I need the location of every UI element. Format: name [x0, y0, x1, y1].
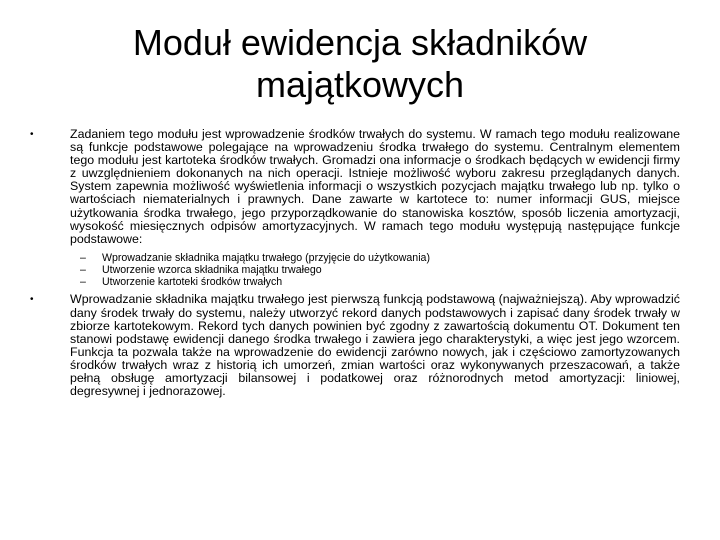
bullet-marker: • — [30, 294, 34, 306]
bullet-text: Zadaniem tego modułu jest wprowadzenie środków trwałych do systemu. W ramach tego modułu realizowane są funkcje podstawowe polegające na wprowadzeniu środka trwałego do systemu. Centralnym elementem tego modułu jest kartoteka środków trwałych. Gromadzi ona informacje o środkach będących w ewidencji firmy z uwzględnieniem dokonanych na nich operacji. Istnieje możliwość wyboru zakresu przeglądanych danych. System zapewnia możliwość wyświetlenia informacji o wszystkich pozycjach majątku trwałego lub np. tylko o wartościach niematerialnych i prawnych. Dane zawarte w kartotece to: numer informacji GUS, miejsce użytkowania środka trwałego, jego przyporządkowanie do stanowiska kosztów, sposób liczenia amortyzacji, wysokość miesięcznych odpisów amortyzacyjnych. W ramach tego modułu występują następujące funkcje podstawowe: — [70, 127, 680, 246]
sub-item — [28, 276, 680, 288]
slide-title: Moduł ewidencja składników majątkowych — [132, 22, 588, 105]
sub-marker: – — [80, 276, 86, 289]
bullet-marker: • — [30, 129, 34, 140]
sub-item-text: Utworzenie kartoteki środków trwałych — [102, 276, 283, 289]
slide-content — [28, 128, 680, 398]
sub-item — [28, 252, 680, 264]
bullet-item — [28, 128, 680, 246]
sub-marker: – — [80, 264, 86, 277]
bullet-text: Wprowadzanie składnika majątku trwałego jest pierwszą funkcją podstawową (najważniejszą). Aby wprowadzić dany środek trwały do systemu, należy utworzyć rekord danych podstawowych i zapisać dany środek trwały w zbiorze kartotekowym. Rekord tych danych powinien być zgodny z zawartością dokumentu OT. Dokument ten stanowi podstawę ewidencji danego środka trwałego i zawiera jego charakterystyki, a więc jest jego wzorcem. Funkcja ta pozwala także na wprowadzenie do ewidencji zarówno nowych, jak i częściowo zamortyzowanych środków trwałych wraz z historią ich umorzeń, zmian wartości oraz wykonywanych przeszacowań, a także pełną obsługę amortyzacji bilansowej i podatkowej oraz różnorodnych metod amortyzacji: liniowej, degresywnej i jednorazowej. — [70, 292, 680, 399]
sub-item — [28, 264, 680, 276]
sub-list — [28, 252, 680, 289]
sub-item-text: Wprowadzanie składnika majątku trwałego (przyjęcie do użytkowania) — [102, 251, 430, 264]
bullet-item — [28, 293, 680, 398]
sub-item-text: Utworzenie wzorca składnika majątku trwałego — [102, 264, 322, 277]
sub-marker: – — [80, 251, 86, 264]
